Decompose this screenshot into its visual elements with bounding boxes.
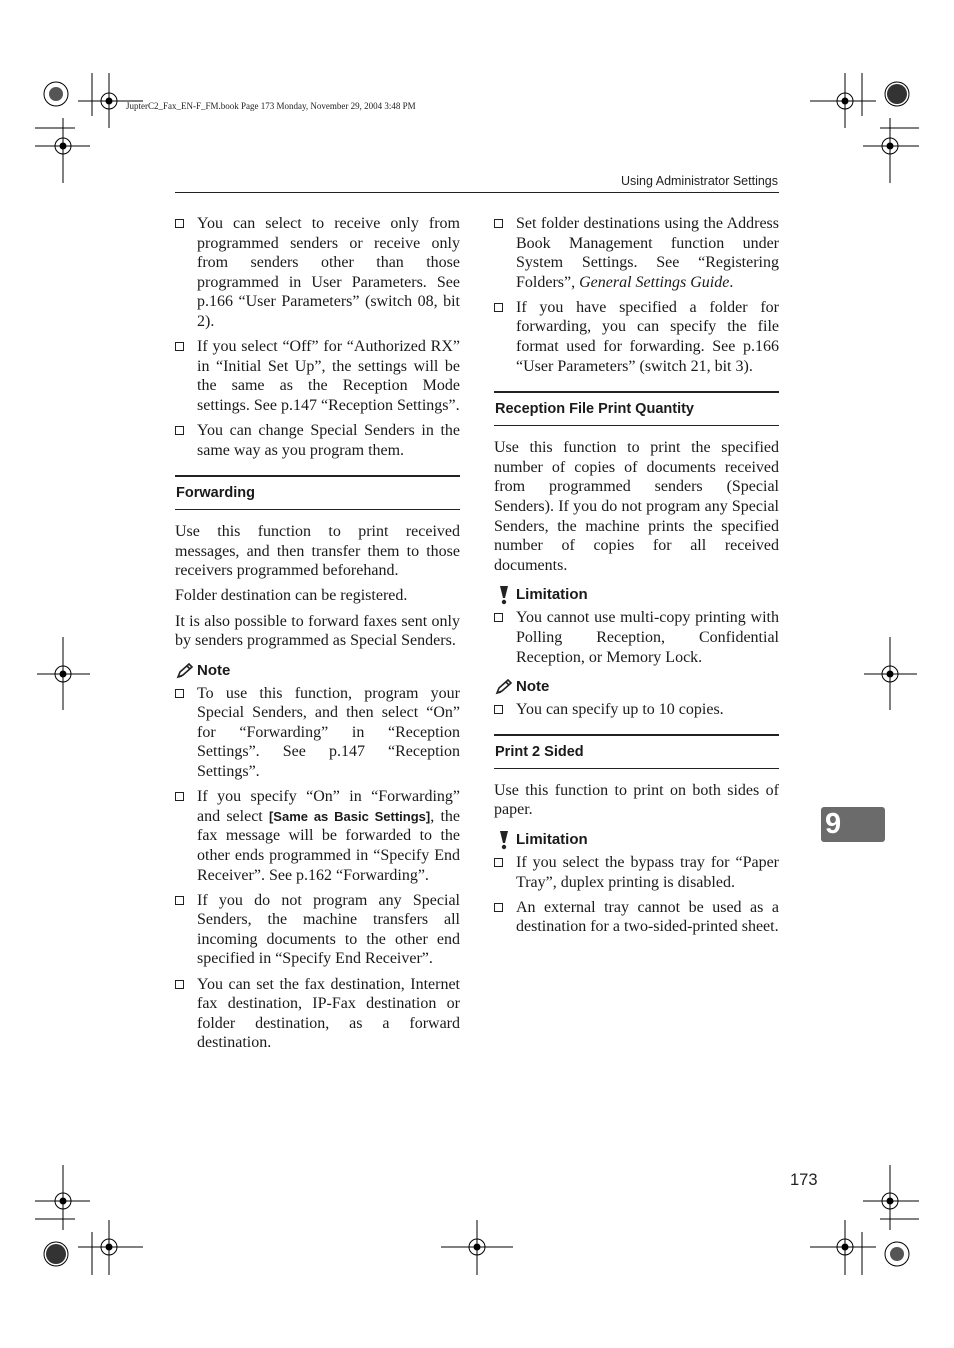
right-column xyxy=(494,214,779,942)
list-item: An external tray cannot be used as a destination for a two-sided-printed sheet. xyxy=(494,898,779,937)
list-item: If you specify “On” in “Forwarding” and select [Same as Basic Settings], the fax message will be forwarded to the other ends programmed in “Specify End Receiver”. See p.162 “Forwarding”. xyxy=(175,787,460,885)
list-item: To use this function, program your Special Senders, and then select “On” for “Forwarding” in “Reception Settings”. See p.147 “Reception Settings”. xyxy=(175,684,460,782)
checkbox-bullet-icon xyxy=(494,219,503,228)
paragraph: Folder destination can be registered. xyxy=(175,587,408,605)
exclamation-icon xyxy=(494,585,514,605)
pencil-icon xyxy=(175,661,195,681)
list-item: If you do not program any Special Senders, the machine transfers all incoming documents to the other end specified in “Specify End Receiver”. xyxy=(175,891,460,969)
checkbox-bullet-icon xyxy=(494,858,503,867)
list-item: You can specify up to 10 copies. xyxy=(494,700,779,720)
section-heading-reception-file-print-quantity: Reception File Print Quantity xyxy=(494,391,779,426)
paragraph: Use this function to print received messages, and then transfer them to those receivers programmed beforehand. xyxy=(175,523,460,580)
print-job-info: JupterC2_Fax_EN-F_FM.book Page 173 Monday, November 29, 2004 3:48 PM xyxy=(126,101,416,111)
note-heading: Note xyxy=(175,661,460,681)
checkbox-bullet-icon xyxy=(494,705,503,714)
paragraph: Use this function to print the specified number of copies of documents received from programmed senders (Special Senders). If you do not program any Special Senders, the machine prints the specified number of copies for all received documents. xyxy=(494,439,779,574)
list-item: You cannot use multi-copy printing with Polling Reception, Confidential Reception, or Memory Lock. xyxy=(494,608,779,667)
checkbox-bullet-icon xyxy=(175,342,184,351)
checkbox-bullet-icon xyxy=(494,903,503,912)
checkbox-bullet-icon xyxy=(494,613,503,622)
list-item: If you select the bypass tray for “Paper Tray”, duplex printing is disabled. xyxy=(494,853,779,892)
section-heading-forwarding: Forwarding xyxy=(175,475,460,510)
limitation-heading: Limitation xyxy=(494,585,779,605)
paragraph: It is also possible to forward faxes sent only by senders programmed as Special Senders. xyxy=(175,612,460,650)
exclamation-icon xyxy=(494,830,514,850)
header-rule xyxy=(175,192,779,193)
chapter-number: 9 xyxy=(825,808,842,840)
note-heading: Note xyxy=(494,677,779,697)
running-header: Using Administrator Settings xyxy=(620,174,778,188)
left-column xyxy=(175,214,460,1058)
pencil-icon xyxy=(494,677,514,697)
checkbox-bullet-icon xyxy=(175,896,184,905)
checkbox-bullet-icon xyxy=(175,792,184,801)
list-item: You can change Special Senders in the same way as you program them. xyxy=(175,421,460,460)
checkbox-bullet-icon xyxy=(175,980,184,989)
list-item: If you have specified a folder for forwarding, you can specify the file format used for forwarding. See p.166 “User Parameters” (switch 21, bit 3). xyxy=(494,298,779,376)
list-item: You can set the fax destination, Internet fax destination, IP-Fax destination or folder destination, as a forward destination. xyxy=(175,975,460,1053)
list-item: Set folder destinations using the Address Book Management function under System Settings. See “Registering Folders”, General Settings Guide. xyxy=(494,214,779,292)
list-item: If you select “Off” for “Authorized RX” in “Initial Set Up”, the settings will be the same as the Reception Mode settings. See p.147 “Reception Settings”. xyxy=(175,337,460,415)
checkbox-bullet-icon xyxy=(494,303,503,312)
list-item: You can select to receive only from programmed senders or receive only from senders other than those programmed in User Parameters. See p.166 “User Parameters” (switch 08, bit 2). xyxy=(175,214,460,332)
key-reference: [Same as Basic Settings] xyxy=(268,808,431,824)
checkbox-bullet-icon xyxy=(175,426,184,435)
section-heading-print-2-sided: Print 2 Sided xyxy=(494,734,779,769)
page-number: 173 xyxy=(790,1171,818,1189)
checkbox-bullet-icon xyxy=(175,689,184,698)
limitation-heading: Limitation xyxy=(494,830,779,850)
chapter-tab xyxy=(821,807,885,842)
checkbox-bullet-icon xyxy=(175,219,184,228)
paragraph: Use this function to print on both sides of paper. xyxy=(494,781,779,819)
